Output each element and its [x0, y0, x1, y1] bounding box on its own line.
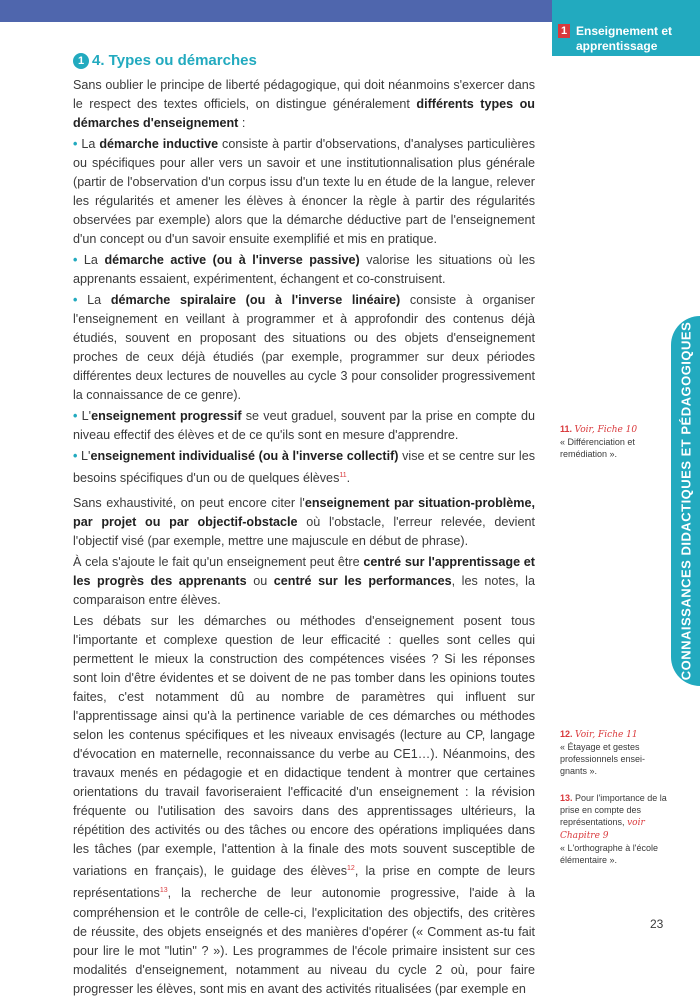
footnote-ref-12[interactable]: 12: [347, 865, 355, 873]
bullet-active: • La démarche active (ou à l'inverse passive) valorise les situations où les apprenants essaient, expérimentent, échangent et co-construisent.: [73, 253, 535, 286]
footnote-13: 13. Pour l'importance de la prise en compte des représentations, voir Chapitre 9 « L'orthographe à l'école élémentaire ».: [560, 793, 667, 865]
bullet-icon: •: [73, 449, 78, 463]
bullet-individualise: • L'enseignement individualisé (ou à l'inverse collectif) vise et se centre sur les besoins spécifiques d'un ou de quelques élèves$^{11}$.: [73, 449, 535, 486]
chapter-number: 1: [558, 24, 570, 38]
paragraph-centre: À cela s'ajoute le fait qu'un enseignement peut être centré sur l'apprentissage et les progrès des apprenants ou centré sur les performances, les notes, la comparaison entre élèves.: [73, 555, 535, 608]
bullet-icon: •: [73, 409, 78, 423]
bullet-icon: •: [73, 253, 78, 267]
footnote-link[interactable]: voir Chapitre 9: [560, 818, 645, 841]
side-tab-label: CONNAISSANCES DIDACTIQUES ET PÉDAGOGIQUES: [678, 321, 693, 681]
top-band-accent: [552, 0, 700, 22]
paragraph-debats: Les débats sur les démarches ou méthodes d'enseignement posent tous l'importante et complexe question de leur efficacité : quelles sont celles qui permettent le mieux la construction des compétences visées ? Si les réponses sont loin d'être évidentes et se doivent de ne pas tomber dans les opinions toutes faites, c'est notamment dû au nombre de paramètres qui influent sur l'apprentissage ainsi qu'à la pertinence variable de ces démarches ou méthodes selon les contenus spécifiques et les niveaux envisagés (lecture au CP, langage d'évocation en maternelle, reconnaissance du verbe au CE1…). Néanmoins, des travaux menés en pédagogie et en didactique tendent à montrer que certaines orientations du travail favoriseraient l'efficacité d'un enseignement : la révision fréquente ou l'utilisation des savoirs dans des apprentissages ultérieurs, la répétition des activités ou des tâches ou encore des opérations impliquées dans les tâches (par exemple, l'attention à la finale des mots souvent susceptible de variations en français), le guidage des élèves$^{12}$, la prise en compte de leurs représentations$^{13}$, la recherche de leur autonomie progressive, l'aide à la compréhension et le contrôle de celle-ci, l'explicitation des objectifs, des critères de réussite, des objets enseignés et des manières d'opérer (« Comment as-tu fait pour lire le mot "lutin" ? »). Les programmes de l'école primaire insistent sur ces modalités d'enseignement, notamment au niveau du cycle 2 où, pour faire progresser les élèves, sont mis en avant des activités ritualisées (par exemple en: [73, 614, 535, 996]
intro-paragraph: Sans oublier le principe de liberté pédagogique, qui doit néanmoins s'exercer dans le respect des textes officiels, on distingue généralement différents types ou démarches d'enseignement :: [73, 78, 535, 130]
top-band: [0, 0, 552, 22]
chapter-header: [552, 22, 700, 56]
main-text: [73, 76, 535, 1001]
footnote-ref-11[interactable]: 11: [339, 472, 347, 479]
footnote-link[interactable]: Voir, Fiche 11: [575, 730, 638, 740]
footnote-11: 11. Voir, Fiche 10 « Différenciation et remédiation ».: [560, 424, 638, 459]
footnote-link[interactable]: Voir, Fiche 10: [574, 425, 638, 435]
section-title: 4. Types ou démarches: [92, 52, 257, 69]
footnote-ref-13[interactable]: 13: [159, 887, 168, 895]
paragraph-situation-probleme: Sans exhaustivité, on peut encore citer l'enseignement par situation-problème, par projet ou par objectif-obstacle où l'obstacle, l'erreur relevée, devient l'objectif visé (par exemple, mettre une majuscule en début de phrase).: [73, 496, 535, 549]
bullet-icon: •: [73, 137, 78, 151]
side-tab-label-wrap: [671, 316, 700, 686]
section-heading: [73, 52, 257, 69]
bullet-icon: •: [73, 293, 78, 307]
section-number: 1: [73, 53, 89, 69]
footnote-12: 12. Voir, Fiche 11 « Étayage et gestes professionnels ensei-gnants ».: [560, 729, 646, 776]
chapter-title: Enseignement et apprentissage: [576, 24, 673, 53]
bullet-progressif: • L'enseignement progressif se veut graduel, souvent par la prise en compte du niveau effectif des élèves et de ce qu'ils sont en mesure d'apprendre.: [73, 409, 535, 442]
bullet-spiralaire: • La démarche spiralaire (ou à l'inverse linéaire) consiste à organiser l'enseignement en veillant à programmer et à approfondir des contenus déjà étudiés, souvent en proposant des situations ou des objets d'enseignement proches de ceux déjà étudiés (par exemple, programmer sur deux périodes différentes deux lectures de nouvelles au cycle 3 pour consolider progressivement la connaissance de ce genre).: [73, 293, 535, 402]
page-number: 23: [650, 917, 664, 931]
bullet-inductive: • La démarche inductive consiste à partir d'observations, d'analyses particulières ou spécifiques pour aller vers un savoir et une institutionnalisation plus générale (partir de l'observation d'un corpus issu d'un texte lu en étude de la langue, relever les régularités et amener les élèves à énoncer la règle à partir des régularités observées par exemple) alors que la démarche déductive part de l'enseignement d'un concept ou d'un savoir ensuite exemplifié et mis en pratique.: [73, 137, 535, 246]
